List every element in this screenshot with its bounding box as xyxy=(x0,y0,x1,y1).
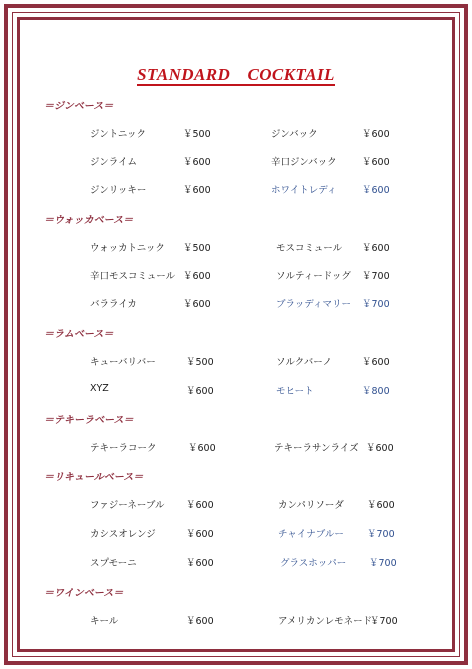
menu-item-price: ￥600 xyxy=(362,357,390,368)
menu-item-name: ファジーネーブル xyxy=(90,500,165,511)
menu-item-price: ￥600 xyxy=(367,500,395,511)
menu-item-name: アメリカンレモネード xyxy=(278,616,373,627)
menu-item-name: スプモーニ xyxy=(90,558,137,569)
menu-item-price: ￥600 xyxy=(186,616,214,627)
menu-item-price: ￥500 xyxy=(183,129,211,140)
menu-item-name: ジントニック xyxy=(90,129,147,140)
menu-item-price: ￥600 xyxy=(183,299,211,310)
menu-item-price: ￥700 xyxy=(362,271,390,282)
menu-item-price-highlight: ￥700 xyxy=(367,529,395,540)
menu-item-price: ￥600 xyxy=(186,386,214,397)
menu-item-price: ￥600 xyxy=(183,271,211,282)
menu-item-name: XYZ xyxy=(90,383,109,394)
menu-item-name: カシスオレンジ xyxy=(90,529,156,540)
menu-item-price: ￥600 xyxy=(183,157,211,168)
menu-item-price: ￥600 xyxy=(362,157,390,168)
menu-item-price: ￥600 xyxy=(183,185,211,196)
section-heading-tequila: ＝テキーラベース＝ xyxy=(44,415,134,426)
menu-title xyxy=(0,60,472,85)
menu-item-price: ￥600 xyxy=(188,443,216,454)
section-heading-rum: ＝ラムベース＝ xyxy=(44,329,114,340)
menu-item-price: ￥600 xyxy=(186,500,214,511)
menu-item-name: ウォッカトニック xyxy=(90,243,165,254)
menu-item-price-highlight: ￥700 xyxy=(369,558,397,569)
menu-item-name: 辛口ジンバック xyxy=(271,157,337,168)
menu-item-price: ￥500 xyxy=(186,357,214,368)
menu-item-name: ジンライム xyxy=(90,157,137,168)
menu-title-text: STANDARD COCKTAIL xyxy=(137,65,335,84)
menu-item-name: ソルティードッグ xyxy=(276,271,351,282)
menu-item-name: カンパリソーダ xyxy=(278,500,344,511)
menu-item-name-highlight: チャイナブルー xyxy=(278,529,344,540)
section-heading-vodka: ＝ウォッカベース＝ xyxy=(44,215,134,226)
menu-item-price: ￥600 xyxy=(362,243,390,254)
menu-item-price: ￥700 xyxy=(370,616,398,627)
menu-item-name: ジンリッキー xyxy=(90,185,147,196)
section-heading-gin: ＝ジンベース＝ xyxy=(44,101,114,112)
menu-item-price: ￥500 xyxy=(183,243,211,254)
menu-item-name-highlight: モヒート xyxy=(276,386,314,397)
menu-item-price-highlight: ￥800 xyxy=(362,386,390,397)
menu-item-price-highlight: ￥700 xyxy=(362,299,390,310)
menu-item-price: ￥600 xyxy=(186,558,214,569)
menu-item-name: キール xyxy=(90,616,119,627)
menu-item-name: モスコミュール xyxy=(276,243,343,254)
menu-item-name: 辛口モスコミュール xyxy=(90,271,176,282)
menu-item-name: バラライカ xyxy=(90,299,137,310)
menu-item-price: ￥600 xyxy=(362,129,390,140)
menu-item-name: テキーラコーク xyxy=(90,443,157,454)
section-heading-wine: ＝ワインベース＝ xyxy=(44,588,124,599)
menu-item-name: ジンバック xyxy=(271,129,318,140)
menu-item-price-highlight: ￥600 xyxy=(362,185,390,196)
menu-item-price: ￥600 xyxy=(366,443,394,454)
menu-item-name-highlight: ブラッディマリー xyxy=(276,299,352,310)
menu-item-name-highlight: グラスホッパー xyxy=(280,558,347,569)
menu-item-price: ￥600 xyxy=(186,529,214,540)
menu-item-name: キューバリバー xyxy=(90,357,156,368)
menu-item-name: ソルクバーノ xyxy=(276,357,333,368)
menu-item-name-highlight: ホワイトレディ xyxy=(271,185,337,196)
section-heading-liqueur: ＝リキュールベース＝ xyxy=(44,472,144,483)
menu-item-name: テキーラサンライズ xyxy=(274,443,359,454)
